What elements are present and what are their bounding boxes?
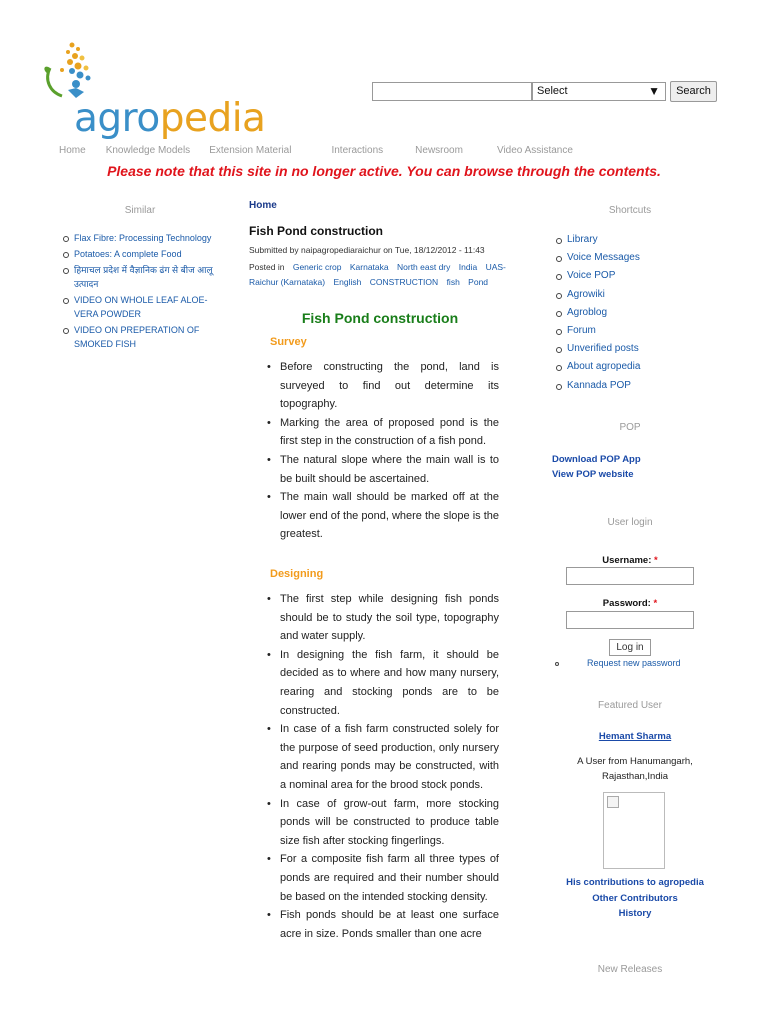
nav-knowledge-models[interactable]: Knowledge Models: [105, 145, 191, 156]
content-title: Fish Pond construction: [301, 310, 459, 326]
inactive-site-notice: Please note that this site in no longer active. You can browse through the contents.: [107, 163, 661, 179]
list-item[interactable]: [62, 323, 222, 351]
submitted-info: Submitted by naipagropediaraichur on Tue, 18/12/2012 - 11:43: [249, 245, 485, 255]
posted-in-tags: [249, 260, 524, 290]
password-field[interactable]: [566, 611, 694, 629]
main-nav: [59, 145, 573, 156]
nav-video-assistance[interactable]: Video Assistance: [496, 145, 573, 156]
list-item: • In case of a fish farm constructed solely for the purpose of seed production, only nursery and rearing ponds may be constructed, with a nominal area for the brood stock ponds.: [266, 720, 499, 794]
tag-link[interactable]: fish: [446, 277, 460, 287]
breadcrumb[interactable]: Home: [249, 200, 277, 211]
search-select-value: Select: [537, 85, 568, 97]
list-item[interactable]: [556, 267, 640, 285]
nav-interactions[interactable]: Interactions: [331, 145, 384, 156]
tag-link[interactable]: CONSTRUCTION: [369, 277, 439, 287]
list-item[interactable]: [556, 358, 640, 376]
similar-block-title: Similar: [124, 205, 156, 216]
search-input[interactable]: [372, 82, 532, 101]
tag-link[interactable]: Pond: [468, 277, 489, 287]
nav-newsroom[interactable]: Newsroom: [415, 145, 463, 156]
username-label: Username: *: [602, 555, 658, 566]
list-item[interactable]: [556, 322, 640, 340]
password-label: Password: *: [602, 598, 658, 609]
search-category-select[interactable]: [532, 82, 666, 101]
dropdown-arrow-icon: ▼: [648, 84, 660, 98]
survey-heading: Survey: [270, 336, 307, 348]
list-item: • In designing the fish farm, it should be decided as to where and how many nursery, rearing and stocking ponds are to be constructed.: [266, 646, 499, 720]
shortcut-agroblog[interactable]: Agroblog: [567, 306, 608, 318]
tag-link[interactable]: Generic crop: [292, 262, 342, 272]
similar-link[interactable]: हिमाचल प्रदेश में वैज्ञानिक ढंग से बीज आलू उत्पादन: [74, 265, 213, 289]
shortcut-voice-pop[interactable]: Voice POP: [567, 270, 616, 282]
tag-link[interactable]: North east dry: [397, 262, 451, 272]
new-releases-title: New Releases: [597, 964, 663, 975]
list-item[interactable]: [556, 231, 640, 249]
tag-link[interactable]: English: [333, 277, 362, 287]
shortcut-forum[interactable]: Forum: [567, 325, 596, 337]
search-button[interactable]: Search: [670, 81, 717, 102]
tag-link[interactable]: UAS-Raichur (Karnataka): [249, 262, 506, 287]
posted-in-label: Posted in: [249, 262, 285, 272]
shortcuts-list: [556, 231, 640, 395]
nav-home[interactable]: Home: [59, 145, 86, 156]
similar-link[interactable]: VIDEO ON PREPERATION OF SMOKED FISH: [74, 325, 200, 349]
designing-heading: Designing: [270, 568, 324, 580]
list-item: • In case of grow-out farm, more stocking ponds will be constructed to produce table size fish after stocking fingerlings.: [266, 795, 499, 851]
view-pop-website-link[interactable]: View POP website: [552, 469, 634, 480]
list-item: • Fish ponds should be at least one surface acre in size. Ponds smaller than one acre: [266, 906, 499, 943]
tag-link[interactable]: Karnataka: [349, 262, 389, 272]
logo-wordmark: agropedia: [74, 96, 266, 141]
survey-list: [266, 358, 499, 544]
similar-link[interactable]: VIDEO ON WHOLE LEAF ALOE-VERA POWDER: [74, 295, 208, 319]
shortcut-unverified-posts[interactable]: Unverified posts: [567, 343, 639, 355]
page-title: Fish Pond construction: [249, 224, 383, 238]
list-item[interactable]: [556, 377, 640, 395]
agropedia-logo[interactable]: [36, 40, 266, 141]
featured-user-description: A User from Hanumangarh, Rajasthan,India: [577, 756, 693, 782]
list-item: • Before constructing the pond, land is surveyed to find out determine its topography.: [266, 358, 499, 414]
list-item[interactable]: [556, 340, 640, 358]
shortcut-about-agropedia[interactable]: About agropedia: [567, 361, 641, 373]
featured-user-avatar: [603, 792, 665, 869]
broken-image-icon: [607, 796, 619, 808]
similar-link[interactable]: Potatoes: A complete Food: [74, 249, 182, 259]
list-item[interactable]: [62, 231, 222, 245]
list-item: • The first step while designing fish ponds should be to study the soil type, topography and water supply.: [266, 590, 499, 646]
similar-list: [62, 231, 222, 353]
shortcut-agrowiki[interactable]: Agrowiki: [567, 288, 605, 300]
list-item[interactable]: [556, 249, 640, 267]
login-button[interactable]: Log in: [609, 639, 651, 656]
pop-block-title: POP: [619, 422, 641, 433]
bullet-icon: [555, 662, 559, 666]
list-item: • For a composite fish farm all three types of ponds are required and their number should be based on the intended stocking density.: [266, 850, 499, 906]
featured-user-title: Featured User: [598, 700, 662, 711]
other-contributors-link[interactable]: Other Contributors: [592, 892, 678, 904]
pop-links: [552, 452, 641, 482]
shortcut-voice-messages[interactable]: Voice Messages: [567, 252, 640, 264]
list-item[interactable]: [62, 247, 222, 261]
list-item: • Marking the area of proposed pond is the first step in the construction of a fish pond.: [266, 414, 499, 451]
request-password-link[interactable]: Request new password: [587, 658, 681, 668]
list-item: • The natural slope where the main wall is to be built should be ascertained.: [266, 451, 499, 488]
designing-list: [266, 590, 499, 943]
download-pop-app-link[interactable]: Download POP App: [552, 454, 641, 465]
list-item: • The main wall should be marked off at the lower end of the pond, where the slope is the greatest.: [266, 488, 499, 544]
shortcut-library[interactable]: Library: [567, 234, 598, 245]
similar-link[interactable]: Flax Fibre: Processing Technology: [74, 233, 212, 243]
list-item[interactable]: [62, 263, 222, 291]
shortcut-kannada-pop[interactable]: Kannada POP: [567, 379, 631, 391]
list-item[interactable]: [556, 286, 640, 304]
user-login-title: User login: [607, 517, 653, 528]
nav-extension-material[interactable]: Extension Material: [209, 145, 292, 156]
featured-user-links: [560, 875, 710, 922]
history-link[interactable]: History: [618, 908, 652, 919]
shortcuts-block-title: Shortcuts: [608, 205, 652, 216]
tag-link[interactable]: India: [458, 262, 478, 272]
list-item[interactable]: [556, 304, 640, 322]
username-field[interactable]: [566, 567, 694, 585]
contributions-link[interactable]: His contributions to agropedia: [566, 877, 704, 888]
list-item[interactable]: [62, 293, 222, 321]
featured-user-name[interactable]: Hemant Sharma: [598, 731, 672, 742]
request-password-item: [555, 658, 681, 668]
